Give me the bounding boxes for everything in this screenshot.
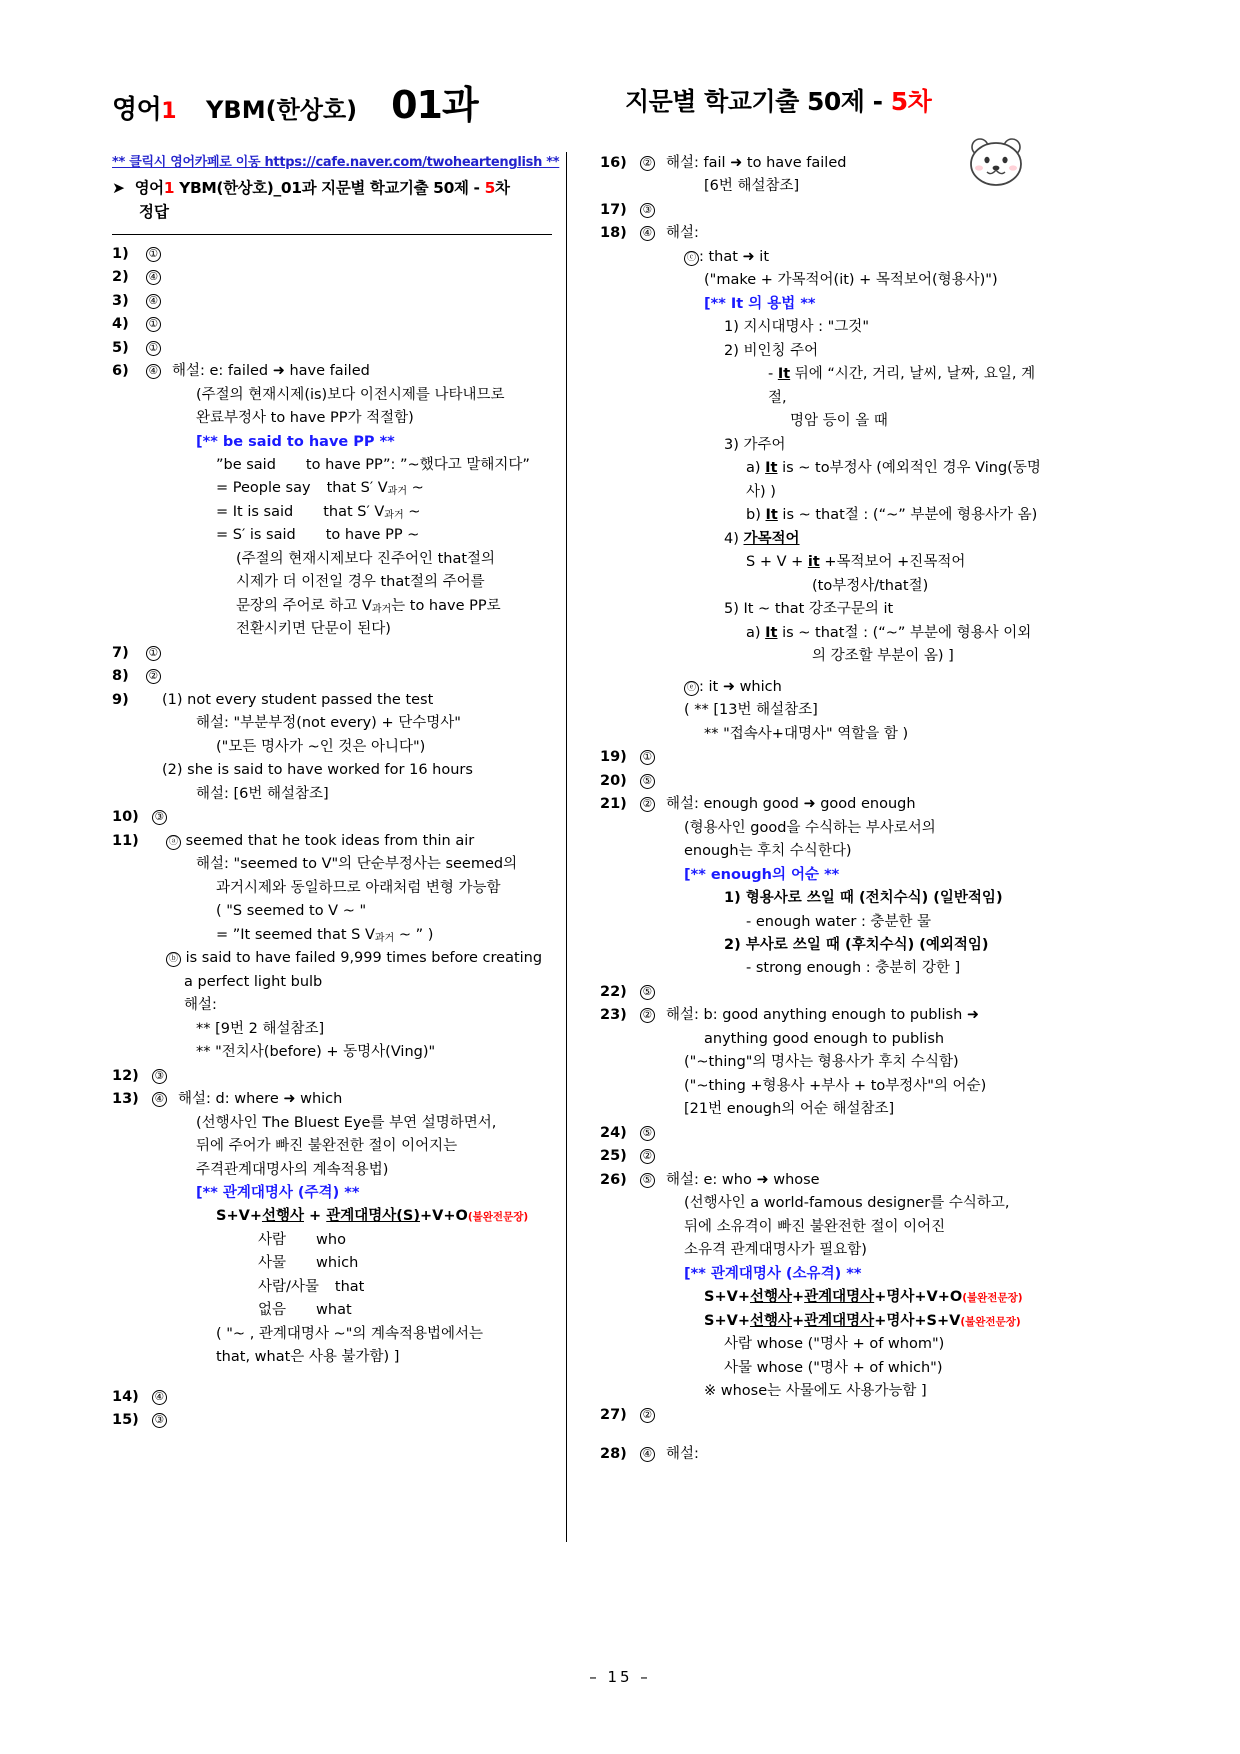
header-publisher: YBM(한상호): [206, 96, 358, 124]
answer-row: 1) ①: [112, 243, 552, 266]
explanation-line: (to부정사/that절): [812, 577, 929, 594]
answer-row: 2) ④: [112, 266, 552, 289]
answer-row: 20) ⑤: [600, 770, 1052, 793]
explanation-line: (형용사인 good을 수식하는 부사로서의: [684, 819, 936, 836]
document-title: [112, 177, 552, 199]
answer-choice: ⑤: [640, 1126, 655, 1141]
header-left-group: [112, 74, 478, 129]
answer-choice: ②: [640, 156, 655, 171]
answer-row: 15) ③: [112, 1409, 552, 1432]
explanation-line: (1) not every student passed the test: [162, 691, 434, 708]
explanation-line: a) It is ~ that절 : (“~” 부분에 형용사 이외: [746, 624, 1032, 641]
answer-row: 7) ①: [112, 642, 552, 665]
explanation-line: that, what은 사용 불가함) ]: [216, 1349, 400, 1366]
explanation-line: 1) 지시대명사 : "그것": [724, 319, 869, 336]
grammar-formula: S+V+선행사+관계대명사+명사+S+V(불완전문장): [704, 1312, 1021, 1329]
header-right-title: 지문별 학교기출 50제 - 5차: [625, 87, 932, 116]
left-column: [112, 152, 560, 1433]
explanation-line: [21번 enough의 어순 해설참조]: [684, 1101, 895, 1118]
explanation-line: 뒤에 주어가 빠진 불완전한 절이 이어지는: [196, 1138, 458, 1155]
explanation-line: ⓒ : that ➜ it: [600, 246, 1052, 269]
answer-choice: ④: [640, 1447, 655, 1462]
grammar-table-row: 없음 what: [258, 1302, 352, 1319]
explanation-head: 해설: b: good anything enough to publish ➜: [666, 1007, 980, 1024]
explanation-line: = People say that S′ $V_{과거}$ ~: [216, 480, 424, 498]
explanation-head: 해설: e: who ➜ whose: [666, 1171, 820, 1188]
explanation-line: 문장의 주어로 하고 $V_{과거}$는 to have PP로: [236, 597, 501, 615]
explanation-line: 4) 가목적어: [724, 530, 800, 547]
answer-row: 14) ④: [112, 1386, 552, 1409]
explanation-line: 명암 등이 올 때: [790, 413, 888, 430]
explanation-line: (2) she is said to have worked for 16 hours: [162, 762, 473, 779]
grammar-table-row: 사람 who: [258, 1231, 346, 1248]
explanation-line: 해설: "seemed to V"의 단순부정사는 seemed의: [196, 856, 518, 873]
explanation-line: (주절의 현재시제보다 진주어인 that절의: [236, 550, 496, 567]
explanation-line: ** "전치사(before) + 동명사(Ving)": [196, 1044, 436, 1061]
answer-row: 19) ①: [600, 746, 1052, 769]
answer-choice: ④: [146, 270, 161, 285]
grammar-table-row: 사람 whose ("명사 + of whom"): [724, 1336, 945, 1353]
right-column: [600, 152, 1052, 1467]
explanation-head: 해설: enough good ➜ good enough: [666, 796, 916, 813]
header-subject: 영어1: [112, 95, 177, 125]
answer-choice: ④: [152, 1390, 167, 1405]
answer-choice: ④: [152, 1092, 167, 1107]
answer-row: 18) ④ 해설:: [600, 222, 1052, 245]
explanation-head: 해설:: [666, 1446, 699, 1463]
answer-row: 4) ①: [112, 313, 552, 336]
cafe-link[interactable]: ** 클릭시 영어카페로 이동 https://cafe.naver.com/twoheartenglish **: [112, 155, 560, 170]
answer-row: 11) ⓐ seemed that he took ideas from thin air: [112, 830, 552, 853]
explanation-line: ("모든 명사가 ~인 것은 아니다"): [216, 738, 426, 755]
answer-choice: ④: [640, 226, 655, 241]
answer-choice: ④: [146, 364, 161, 379]
answer-choice: ①: [146, 247, 161, 262]
answer-choice: ①: [146, 341, 161, 356]
explanation-line: ** [9번 2 해설참조]: [196, 1020, 325, 1037]
answer-row: 3) ④: [112, 290, 552, 313]
explanation-line: ("~thing +형용사 +부사 + to부정사"의 어순): [684, 1077, 987, 1094]
grammar-table-row: 사물 which: [258, 1255, 359, 1272]
answer-choice: ⑤: [640, 985, 655, 1000]
explanation-note-heading: [** 관계대명사 (소유격) **: [684, 1265, 862, 1282]
explanation-line: 의 강조할 부분이 옴) ]: [812, 648, 954, 665]
explanation-line: ( "~ , 관계대명사 ~"의 계속적용법에서는: [216, 1325, 484, 1342]
answer-row: 12) ③: [112, 1065, 552, 1088]
answer-row: 24) ⑤: [600, 1122, 1052, 1145]
answer-row: 25) ②: [600, 1145, 1052, 1168]
explanation-line: 주격관계대명사의 계속적용법): [196, 1161, 389, 1178]
page-number: – 15 –: [589, 1668, 651, 1686]
explanation-note-heading: [** It 의 용법 **: [704, 295, 816, 312]
explanation-line: = S′ is said to have PP ~: [216, 527, 420, 544]
answer-choice: ①: [146, 317, 161, 332]
answer-choice: ⑤: [640, 774, 655, 789]
answer-choice: ③: [152, 810, 167, 825]
explanation-line: 해설: [6번 해설참조]: [196, 785, 329, 802]
explanation-line: ⓔ : it ➜ which: [600, 676, 1052, 699]
answer-choice: ①: [146, 646, 161, 661]
explanation-line: = ”It seemed that S $V_{과거}$ ~ ” ): [216, 926, 434, 944]
explanation-head: 해설: d: where ➜ which: [178, 1091, 343, 1108]
document-subtitle: 정답: [139, 202, 169, 221]
explanation-line: anything good enough to publish: [704, 1030, 945, 1047]
explanation-line: 뒤에 소유격이 빠진 불완전한 절이 이어진: [684, 1218, 946, 1235]
answer-row: 28) ④ 해설:: [600, 1443, 1052, 1466]
answer-choice: ②: [640, 797, 655, 812]
answer-row: 27) ②: [600, 1404, 1052, 1427]
explanation-note-heading: [** 관계대명사 (주격) **: [196, 1185, 360, 1201]
explanation-line: 과거시제와 동일하므로 아래처럼 변형 가능함: [216, 879, 501, 896]
explanation-line: ( ** [13번 해설참조]: [684, 702, 818, 719]
explanation-head: 해설:: [666, 225, 699, 242]
explanation-line: 해설:: [184, 997, 217, 1014]
grammar-table-row: 사람/사물 that: [258, 1278, 365, 1295]
explanation-line: 3) 가주어: [724, 436, 786, 453]
answer-choice: ②: [146, 669, 161, 684]
explanation-line: - strong enough : 충분히 강한 ]: [746, 960, 961, 977]
answer-row: 8) ②: [112, 665, 552, 688]
grammar-formula: S+V+선행사+관계대명사+명사+V+O(불완전문장): [704, 1289, 1023, 1306]
answer-choice: ⑤: [640, 1173, 655, 1188]
explanation-line: - It 뒤에 “시간, 거리, 날씨, 날짜, 요일, 계절,: [768, 366, 1036, 406]
explanation-line: a) It is ~ to부정사 (예외적인 경우 Ving(동명사) ): [746, 460, 1041, 500]
explanation-line: (주절의 현재시제(is)보다 이전시제를 나타내므로: [196, 386, 505, 403]
answer-choice: ②: [640, 1408, 655, 1423]
answer-row: 26) ⑤ 해설: e: who ➜ whose: [600, 1169, 1052, 1192]
explanation-line: ("~thing"의 명사는 형용사가 후치 수식함): [684, 1054, 959, 1071]
explanation-line: 소유격 관계대명사가 필요함): [684, 1242, 867, 1259]
grammar-table-row: 사물 whose ("명사 + of which"): [724, 1359, 943, 1376]
explanation-head: 해설: e: failed ➜ have failed: [172, 363, 370, 380]
explanation-line: ”be said to have PP”: ”~했다고 말해지다”: [216, 456, 530, 473]
explanation-line: = It is said that S′ $V_{과거}$ ~: [216, 503, 421, 521]
explanation-line: ("make + 가목적어(it) + 목적보어(형용사)"): [704, 272, 998, 289]
explanation-line: ( "S seemed to V ~ ": [216, 903, 367, 920]
explanation-line: ⓐ seemed that he took ideas from thin air: [152, 830, 552, 853]
explanation-line: ** "접속사+대명사" 역할을 함 ): [704, 725, 909, 742]
answer-row: 17) ③: [600, 199, 1052, 222]
explanation-line: - enough water : 충분한 물: [746, 913, 932, 930]
explanation-line: 완료부정사 to have PP가 적절함): [196, 410, 414, 427]
title-divider: [112, 234, 552, 235]
header-subject-number: 1: [161, 99, 177, 124]
explanation-line: 해설: "부분부정(not every) + 단수명사": [196, 715, 461, 732]
answer-choice: ③: [152, 1413, 167, 1428]
answer-row: 23) ② 해설: b: good anything enough to publish ➜: [600, 1004, 1052, 1027]
answer-row: 6) ④ 해설: e: failed ➜ have failed: [112, 360, 552, 383]
explanation-line: 전환시키면 단문이 된다): [236, 621, 391, 638]
document-title-text: 영어1 YBM(한상호)_01과 지문별 학교기출 50제 - 5차: [134, 179, 510, 198]
explanation-line: 2) 부사로 쓰일 때 (후치수식) (예외적임): [724, 936, 989, 953]
explanation-line: ※ whose는 사물에도 사용가능함 ]: [704, 1383, 927, 1400]
explanation-line: 2) 비인칭 주어: [724, 342, 819, 359]
answer-row: 13) ④ 해설: d: where ➜ which: [112, 1088, 552, 1111]
explanation-line: [6번 해설참조]: [704, 178, 800, 195]
explanation-head: 해설: fail ➜ to have failed: [666, 155, 847, 171]
explanation-line: enough는 후치 수식한다): [684, 843, 852, 860]
explanation-note-heading: [** be said to have PP **: [196, 433, 395, 450]
explanation-line: (선행사인 a world-famous designer를 수식하고,: [684, 1195, 1010, 1212]
answer-choice: ①: [640, 750, 655, 765]
explanation-line: 시제가 더 이전일 경우 that절의 주어를: [236, 574, 485, 591]
answer-row: 5) ①: [112, 337, 552, 360]
header-round-number: 5차: [890, 87, 932, 116]
explanation-line: S + V + it +목적보어 +진목적어: [746, 554, 966, 571]
explanation-note-heading: [** enough의 어순 **: [684, 866, 840, 883]
answer-row: 22) ⑤: [600, 981, 1052, 1004]
answer-choice: ②: [640, 1149, 655, 1164]
header-lesson: 01과: [391, 83, 478, 127]
explanation-line: (선행사인 The Bluest Eye를 부연 설명하면서,: [196, 1114, 497, 1131]
answer-row: 9) (1) not every student passed the test: [112, 689, 552, 712]
answer-choice: ③: [640, 203, 655, 218]
explanation-line: 1) 형용사로 쓰일 때 (전치수식) (일반적임): [724, 890, 1003, 907]
grammar-formula: S+V+선행사 + 관계대명사(S)+V+O(불완전문장): [216, 1208, 529, 1225]
answer-row: 10) ③: [112, 806, 552, 829]
explanation-line: ⓑ is said to have failed 9,999 times before creating: [112, 947, 552, 970]
answer-choice: ③: [152, 1069, 167, 1084]
page-header: [0, 68, 1240, 128]
answer-row: 21) ② 해설: enough good ➜ good enough: [600, 793, 1052, 816]
answer-choice: ④: [146, 294, 161, 309]
column-divider: [566, 152, 567, 1542]
bullet-arrow-icon: ➤: [112, 179, 125, 198]
explanation-line: 5) It ~ that 강조구문의 it: [724, 601, 894, 618]
answer-row: 16) ② 해설: fail ➜ to have failed: [600, 152, 1052, 175]
explanation-line: a perfect light bulb: [184, 973, 323, 990]
explanation-line: b) It is ~ that절 : (“~” 부분에 형용사가 옴): [746, 507, 1038, 524]
answer-choice: ②: [640, 1008, 655, 1023]
